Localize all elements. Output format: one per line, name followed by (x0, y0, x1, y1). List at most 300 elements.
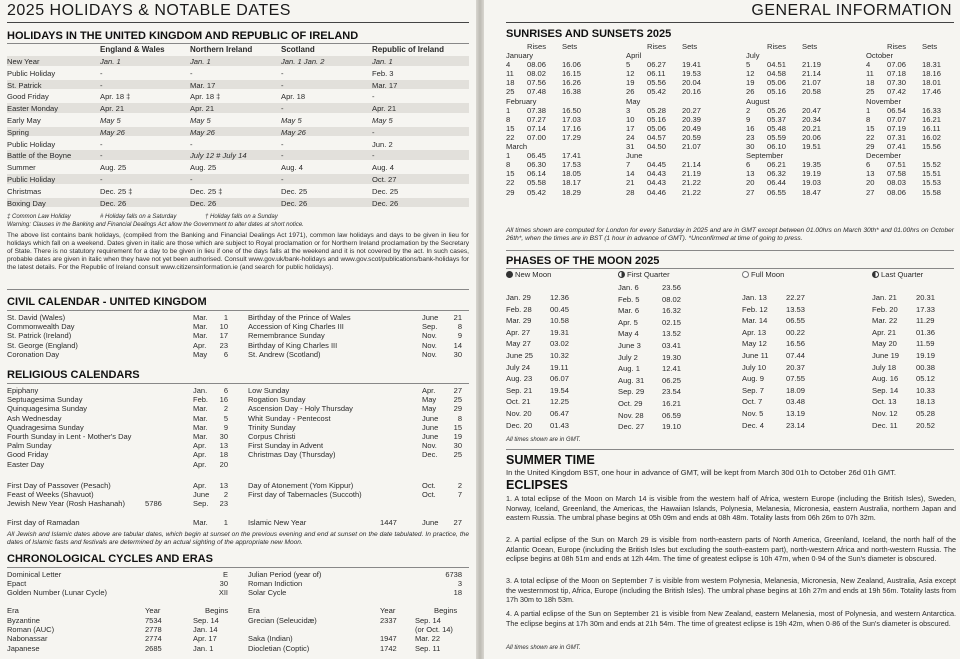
sun-day: 29 (866, 142, 875, 151)
moon-time: 19.11 (550, 362, 569, 372)
holiday-name: Christmas (7, 186, 42, 196)
moon-date: June 11 (742, 351, 769, 360)
moon-phase-header (742, 270, 784, 280)
last-quarter-icon (872, 271, 879, 278)
list-item: 21 (453, 313, 462, 322)
sun-day: 26 (746, 87, 755, 97)
list-item: St. Andrew (Scotland) (248, 349, 321, 359)
sun-day: 9 (746, 114, 751, 124)
moon-date: Dec. 11 (872, 420, 898, 430)
eras-left-begins (193, 616, 219, 653)
sun-set-time: 20.47 (802, 105, 822, 115)
sun-set-time: 15.52 (922, 160, 942, 170)
moon-date: Jan. 29 (506, 293, 531, 302)
moon-date: Jan. 21 (872, 293, 897, 302)
sets-header: Sets (562, 42, 578, 51)
holiday-date: Oct. 27 (372, 175, 397, 184)
holiday-date: Mar. 17 (190, 80, 216, 90)
sunrise-title: SUNRISES AND SUNSETS 2025 (506, 28, 672, 40)
cycles-right-names (248, 570, 321, 598)
sun-day: 5 (746, 60, 751, 70)
sun-rise-time: 05.59 (767, 132, 787, 142)
sun-rise-time: 07.07 (887, 114, 907, 124)
sun-rise-time: 07.30 (887, 78, 907, 88)
list-item: May (193, 349, 208, 359)
moon-time: 18.13 (916, 397, 936, 407)
sun-rise-time: 07.48 (527, 87, 547, 97)
chrono-title: CHRONOLOGICAL CYCLES AND ERAS (7, 553, 213, 565)
list-item: June (422, 422, 439, 432)
sun-set-time: 17.53 (562, 160, 582, 170)
sun-day: 11 (866, 69, 874, 79)
holiday-date: - (281, 80, 284, 90)
list-item: Whit Sunday - Pentecost (248, 413, 331, 423)
islamic-year: 1447 (380, 518, 397, 527)
sun-day: 12 (746, 69, 755, 79)
holiday-date: May 26 (281, 127, 306, 137)
left-page (0, 0, 476, 659)
sun-rise-time: 07.58 (887, 169, 907, 179)
list-item: Sep. 11 (415, 643, 441, 653)
holiday-date: Mar. 17 (372, 80, 398, 90)
list-item: Remembrance Sunday (248, 331, 325, 341)
sun-set-time: 20.21 (802, 123, 822, 133)
moon-date: June 19 (872, 351, 900, 360)
holiday-date: - (190, 68, 193, 78)
list-item: Septuagesima Sunday (7, 395, 83, 405)
sun-set-time: 16.50 (562, 105, 582, 115)
holiday-name: Easter Monday (7, 104, 59, 114)
sun-rise-time: 04.57 (647, 132, 667, 142)
list-item: Mar. (193, 431, 208, 441)
sun-month-label: August (746, 96, 770, 106)
moon-time: 19.31 (550, 327, 570, 337)
moon-date: Aug. 1 (618, 364, 640, 374)
rises-header: Rises (527, 42, 546, 51)
sets-header: Sets (922, 42, 938, 51)
list-item: 18 (453, 588, 462, 598)
sun-day: 7 (626, 160, 631, 170)
sun-day: 16 (746, 123, 755, 133)
list-item: Nov. (422, 441, 437, 451)
holiday-date: - (372, 92, 375, 102)
sun-rise-time: 07.31 (887, 132, 907, 142)
sun-rise-time: 08.03 (887, 178, 907, 188)
moon-date: Apr. 21 (872, 327, 897, 337)
holiday-date: - (372, 127, 375, 137)
holiday-date: Apr. 21 (372, 104, 397, 114)
list-item: Oct. (422, 481, 436, 490)
sun-set-time: 21.19 (682, 169, 702, 179)
eclipse-note: All times shown are in GMT. (506, 645, 581, 651)
sun-month-label: December (866, 151, 902, 161)
sun-day: 8 (506, 114, 511, 124)
list-item: 17 (219, 331, 228, 341)
ramadan-label: First day of Ramadan (7, 518, 80, 527)
sun-rise-time: 05.48 (767, 123, 787, 133)
list-item: 30 (219, 579, 228, 589)
religious-right-days (446, 386, 462, 460)
ramadan-day: 1 (223, 518, 228, 527)
holiday-row-shade (7, 198, 469, 208)
list-item: 1947 (380, 634, 397, 644)
moon-date: Oct. 13 (872, 397, 897, 407)
moon-time: 19.19 (916, 351, 936, 360)
civil-rule (7, 310, 469, 311)
holiday-date: May 5 (100, 116, 121, 125)
cycles-left-names (7, 570, 107, 598)
right-title-rule (506, 22, 954, 23)
list-item: Sep. (422, 322, 438, 332)
list-item: May (422, 395, 437, 405)
era-header-era-2: Era (248, 606, 260, 615)
moon-phase-name: Last Quarter (881, 270, 924, 279)
sun-day: 14 (626, 169, 635, 179)
holiday-name: New Year (7, 57, 40, 66)
list-item (380, 625, 397, 634)
holiday-date: - (100, 80, 103, 90)
holiday-name: Public Holiday (7, 68, 56, 78)
jewish-left-days (212, 481, 228, 509)
sun-set-time: 16.15 (562, 69, 582, 79)
civil-left-names (7, 313, 78, 359)
list-item: Diocletian (Coptic) (248, 643, 310, 653)
holiday-date: Aug. 4 (281, 163, 303, 173)
moon-time: 03.02 (550, 339, 570, 349)
sun-month-label: January (506, 51, 534, 60)
islamic-month: June (422, 518, 439, 527)
list-item: 6 (223, 349, 228, 359)
moon-time: 01.36 (916, 327, 936, 337)
list-item: Mar. (193, 422, 208, 432)
religious-right-names (248, 386, 353, 460)
sun-day: 23 (746, 132, 755, 142)
list-item: Fourth Sunday in Lent - Mother's Day (7, 431, 132, 441)
footnote-saturday: # Holiday falls on a Saturday (100, 214, 177, 220)
holiday-date: Dec. 25 ‡ (190, 186, 223, 196)
list-item: 30 (453, 441, 462, 451)
holiday-date: Dec. 26 (281, 198, 308, 208)
holiday-date: - (281, 151, 284, 161)
list-item: 23 (219, 499, 228, 509)
moon-date: Feb. 20 (872, 304, 898, 314)
sun-rise-time: 08.02 (527, 69, 547, 79)
holiday-name: Early May (7, 116, 41, 125)
list-item: June (422, 313, 439, 322)
sun-day: 24 (626, 132, 635, 142)
sun-day: 6 (746, 160, 751, 170)
sun-day: 13 (746, 169, 755, 179)
moon-time: 22.27 (786, 293, 806, 302)
sun-rise-time: 07.56 (527, 78, 547, 88)
sun-day: 22 (866, 132, 875, 142)
sun-set-time: 20.27 (682, 105, 702, 115)
moon-time: 00.38 (916, 362, 936, 372)
sun-day: 4 (506, 60, 511, 70)
list-item: Apr. (422, 386, 436, 395)
book-gutter (476, 0, 484, 659)
civil-right-names (248, 313, 351, 359)
list-item: Grecian (Seleucidæ) (248, 616, 317, 625)
list-item: June (193, 490, 210, 500)
moon-date: Sep. 29 (618, 387, 645, 397)
moon-time: 05.28 (916, 409, 936, 418)
list-item: 2 (457, 481, 462, 490)
chrono-rule (7, 567, 469, 568)
moon-date: May 20 (872, 339, 897, 349)
sun-day: 18 (506, 78, 515, 88)
sun-day: 6 (866, 160, 871, 170)
sun-set-time: 20.58 (802, 87, 822, 97)
eclipses-title: ECLIPSES (506, 478, 568, 492)
moon-time: 12.36 (550, 293, 570, 302)
list-item: 7 (457, 490, 462, 500)
civil-calendar-title: CIVIL CALENDAR - UNITED KINGDOM (7, 296, 207, 308)
sun-rise-time: 07.19 (887, 123, 907, 133)
list-item: Apr. (193, 340, 207, 350)
list-item: Roman (AUC) (7, 625, 55, 635)
list-item: Birthday of the Prince of Wales (248, 313, 351, 322)
list-item: Apr. (193, 459, 207, 469)
moon-time: 19.54 (550, 385, 570, 395)
sun-day: 12 (626, 69, 635, 79)
moon-date: Nov. 20 (506, 409, 532, 418)
holiday-date: Aug. 25 (190, 163, 217, 173)
holiday-date: May 26 (190, 127, 215, 137)
sun-rise-time: 06.14 (527, 169, 547, 179)
sun-set-time: 16.21 (922, 114, 942, 124)
list-item: Coronation Day (7, 349, 60, 359)
list-item: Rogation Sunday (248, 395, 306, 405)
sun-day: 19 (746, 78, 755, 88)
moon-time: 23.56 (662, 283, 682, 292)
sun-day: 4 (866, 60, 871, 70)
moon-date: July 18 (872, 362, 897, 372)
sun-rise-time: 04.50 (647, 142, 667, 151)
list-item: 20 (219, 459, 228, 469)
footnote-warning: Warning: Clauses in the Banking and Financial Dealings Act allow the Government to alter dates at short notice. (7, 222, 304, 228)
list-item: 18 (219, 450, 228, 460)
list-item: 30 (219, 431, 228, 441)
moon-date: May 27 (506, 339, 531, 349)
list-item: Jan. (193, 386, 208, 395)
moon-date: Oct. 29 (618, 399, 643, 408)
list-item: Apr. (193, 481, 207, 490)
moon-date: Aug. 23 (506, 374, 533, 384)
holiday-date: - (281, 104, 284, 114)
sun-set-time: 15.51 (922, 169, 942, 179)
jewish-right-months (422, 481, 436, 499)
sun-day: 11 (506, 69, 514, 79)
sets-header: Sets (682, 42, 698, 51)
sun-rise-time: 05.58 (527, 178, 547, 188)
moon-phase-header (618, 270, 670, 280)
list-item: Christmas Day (Thursday) (248, 450, 336, 460)
moon-date: Apr. 27 (506, 327, 531, 337)
sun-rise-time: 07.51 (887, 160, 907, 170)
sun-day: 17 (626, 123, 635, 133)
col-header-northern-ireland: Northern Ireland (190, 45, 253, 54)
list-item: St. George (England) (7, 340, 78, 350)
list-item: St. David (Wales) (7, 313, 66, 322)
moon-title: PHASES OF THE MOON 2025 (506, 255, 660, 267)
sun-set-time: 19.53 (682, 69, 702, 79)
sun-month-label: February (506, 96, 537, 106)
list-item: 29 (453, 404, 462, 414)
holiday-date: Feb. 3 (372, 68, 394, 78)
moon-time: 06.25 (662, 375, 682, 385)
list-item: Dec. (422, 450, 438, 460)
sun-day: 20 (746, 178, 755, 188)
moon-time: 11.59 (916, 339, 935, 349)
sun-rise-time: 07.38 (527, 105, 547, 115)
moon-date: June 25 (506, 351, 534, 360)
sun-day: 27 (866, 187, 875, 197)
list-item: Feb. (193, 395, 209, 405)
list-item: 6 (223, 386, 228, 395)
moon-date: Oct. 21 (506, 397, 531, 407)
title-rule (7, 22, 469, 23)
moon-phase-header (872, 270, 923, 280)
moon-time: 17.33 (916, 304, 936, 314)
holiday-date: Dec. 26 (190, 198, 217, 208)
list-item: 8 (457, 413, 462, 423)
sun-day: 25 (866, 87, 875, 97)
sun-day: 26 (626, 87, 635, 97)
list-item: Nov. (422, 340, 437, 350)
holiday-date: - (100, 68, 103, 78)
jewish-left-names (7, 481, 125, 509)
holiday-date: Dec. 25 ‡ (100, 186, 133, 196)
sun-day: 15 (506, 123, 515, 133)
list-item: Mar. (193, 404, 208, 414)
list-item: 2778 (145, 625, 162, 635)
holiday-date: - (100, 151, 103, 161)
sun-set-time: 20.59 (682, 132, 702, 142)
sun-day: 1 (506, 151, 511, 161)
list-item: Ash Wednesday (7, 413, 62, 423)
sun-set-time: 21.14 (682, 160, 702, 170)
moon-time: 10.58 (550, 316, 570, 326)
sun-set-time: 20.34 (802, 114, 822, 124)
list-item: Low Sunday (248, 386, 290, 395)
holiday-date: May 5 (190, 116, 211, 125)
holiday-date: - (281, 139, 284, 149)
civil-left-days (212, 313, 228, 359)
list-item: Mar. (193, 322, 208, 332)
holiday-date: - (190, 139, 193, 149)
holiday-date: May 26 (100, 127, 125, 137)
rises-header: Rises (767, 42, 786, 51)
list-item: 1 (223, 313, 228, 322)
islamic-day: 27 (453, 518, 462, 527)
list-item: 30 (453, 349, 462, 359)
list-item: Jan. 14 (193, 625, 218, 635)
sun-day: 10 (626, 114, 635, 124)
list-item: 25 (453, 395, 462, 405)
sun-day: 15 (506, 169, 515, 179)
holiday-row-shade (7, 56, 469, 66)
moon-time: 03.41 (662, 341, 682, 350)
right-page (484, 0, 960, 659)
eras-left-years (145, 616, 162, 653)
holiday-date: July 12 # July 14 (190, 151, 247, 161)
moon-time: 06.59 (662, 410, 682, 420)
moon-phase-name: First Quarter (627, 270, 670, 279)
moon-time: 01.43 (550, 420, 570, 430)
moon-bottom-rule (506, 449, 954, 450)
sun-rise-time: 06.21 (767, 160, 787, 170)
sun-rise-time: 05.42 (647, 87, 667, 97)
sun-set-time: 15.53 (922, 178, 942, 188)
sun-day: 18 (866, 78, 875, 88)
list-item: Apr. 17 (193, 634, 217, 644)
sun-rise-time: 04.51 (767, 60, 787, 70)
list-item: Day of Atonement (Yom Kippur) (248, 481, 354, 490)
moon-time: 20.37 (786, 362, 806, 372)
list-item: Sep. 14 (193, 616, 219, 625)
holiday-name: Good Friday (7, 92, 49, 102)
holiday-date: - (100, 175, 103, 184)
left-page-title: 2025 HOLIDAYS & NOTABLE DATES (7, 2, 291, 19)
list-item: May (422, 404, 437, 414)
sun-set-time: 17.29 (562, 132, 582, 142)
sun-month-label: May (626, 96, 641, 106)
sun-set-time: 17.46 (922, 87, 942, 97)
moon-date: Nov. 5 (742, 409, 764, 418)
moon-date: Feb. 28 (506, 304, 532, 314)
footnote-common-law: ‡ Common Law Holiday (7, 214, 71, 220)
list-item: Mar. (193, 313, 208, 322)
sun-set-time: 21.07 (802, 78, 822, 88)
list-item: Byzantine (7, 616, 40, 625)
holiday-date: Apr. 21 (190, 104, 215, 114)
list-item: XII (218, 588, 228, 598)
moon-time: 02.15 (662, 317, 682, 327)
holiday-date: Jan. 1 (372, 57, 393, 66)
holiday-name: Battle of the Boyne (7, 151, 72, 161)
sun-set-time: 20.39 (682, 114, 702, 124)
sun-day: 21 (626, 178, 635, 188)
moon-date: Mar. 22 (872, 316, 898, 326)
holiday-name: Spring (7, 127, 29, 137)
sets-header: Sets (802, 42, 818, 51)
moon-date: Mar. 29 (506, 316, 532, 326)
moon-time: 08.02 (662, 294, 682, 304)
list-item: Sep. (193, 499, 209, 509)
moon-date: Jan. 6 (618, 283, 639, 292)
sun-rise-time: 07.27 (527, 114, 547, 124)
list-item: First Day of Passover (Pesach) (7, 481, 111, 490)
sun-set-time: 21.19 (802, 60, 822, 70)
sun-day: 29 (506, 187, 515, 197)
holiday-date: Apr. 18 (281, 92, 306, 102)
sun-set-time: 18.01 (922, 78, 942, 88)
jewish-year: 5786 (145, 499, 162, 508)
moon-time: 10.32 (550, 351, 570, 360)
rises-header: Rises (647, 42, 666, 51)
sun-rise-time: 08.06 (887, 187, 907, 197)
holiday-date: - (100, 139, 103, 149)
list-item: Trinity Sunday (248, 422, 296, 432)
moon-time: 20.31 (916, 293, 936, 302)
eras-right-begins (415, 616, 453, 653)
moon-time: 13.52 (662, 329, 682, 339)
moon-time: 05.12 (916, 374, 936, 384)
sun-rise-time: 05.06 (647, 123, 667, 133)
holidays-rule (7, 43, 469, 44)
holiday-date: Dec. 25 (281, 186, 308, 196)
